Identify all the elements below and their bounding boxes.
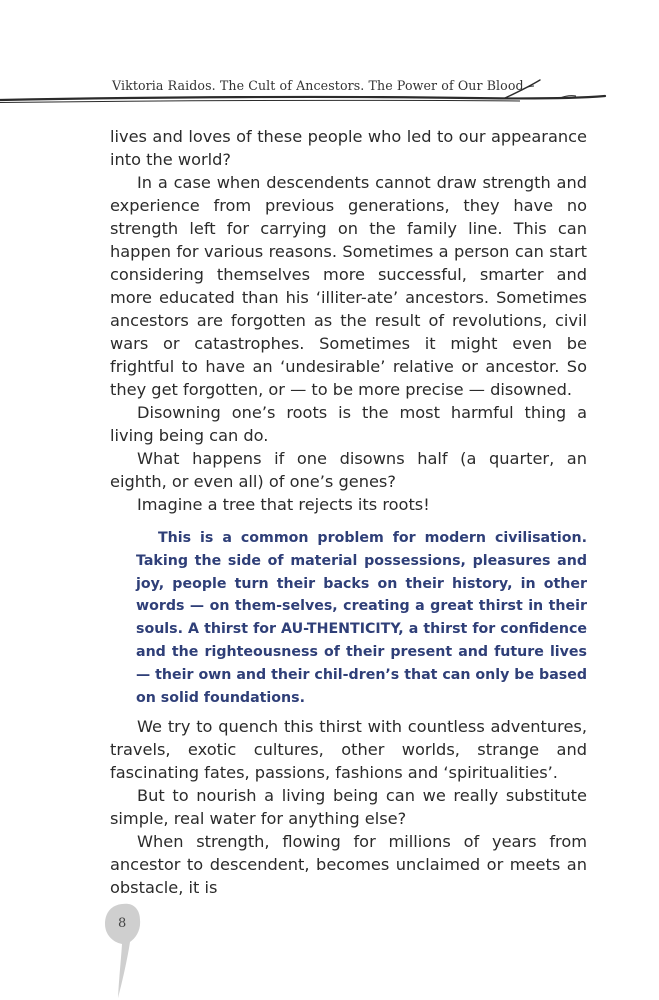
body-text-top (110, 125, 587, 516)
paragraph: What happens if one disowns half (a quarter, an eighth, or even all) of one’s genes? (110, 449, 587, 491)
body-text-bottom (110, 715, 587, 899)
paragraph: We try to quench this thirst with countless adventures, travels, exotic cultures, other worlds, strange and fascinating fates, passions, fashions and ‘spiritualities’. (110, 717, 587, 782)
paragraph: lives and loves of these people who led to our appearance into the world? (110, 127, 587, 169)
paragraph: Disowning one’s roots is the most harmful thing a living being can do. (110, 403, 587, 445)
paragraph: When strength, flowing for millions of years from ancestor to descendent, becomes unclaimed or meets an obstacle, it is (110, 832, 587, 897)
page-number-blob (100, 900, 160, 1000)
paragraph: In a case when descendents cannot draw strength and experience from previous generations, they have no strength left for carrying on the family line. This can happen for various reasons. Sometimes a person can start considering themselves more successful, smarter and more educated than his ‘illiter-ate’ ancestors. Sometimes ancestors are forgotten as the result of revolutions, civil wars or catastrophes. Sometimes it might even be frightful to have an ‘undesirable’ relative or ancestor. So they get forgotten, or — to be more precise — disowned. (110, 173, 587, 399)
highlighted-quote: This is a common problem for modern civilisation. Taking the side of material possessions, pleasures and joy, people turn their backs on their history, in other words — on them-selves, creating a great thirst in their souls. A thirst for AU-THENTICITY, a thirst for confidence and the righteousness of their present and future lives — their own and their chil-dren’s that can only be based on solid foundations. (136, 530, 587, 706)
running-header (0, 78, 659, 108)
paragraph: But to nourish a living being can we really substitute simple, real water for anything else? (110, 786, 587, 828)
paragraph: Imagine a tree that rejects its roots! (137, 495, 430, 514)
header-title: Viktoria Raidos. The Cult of Ancestors. The Power of Our Blood (112, 78, 524, 93)
page-number: 8 (118, 916, 127, 931)
